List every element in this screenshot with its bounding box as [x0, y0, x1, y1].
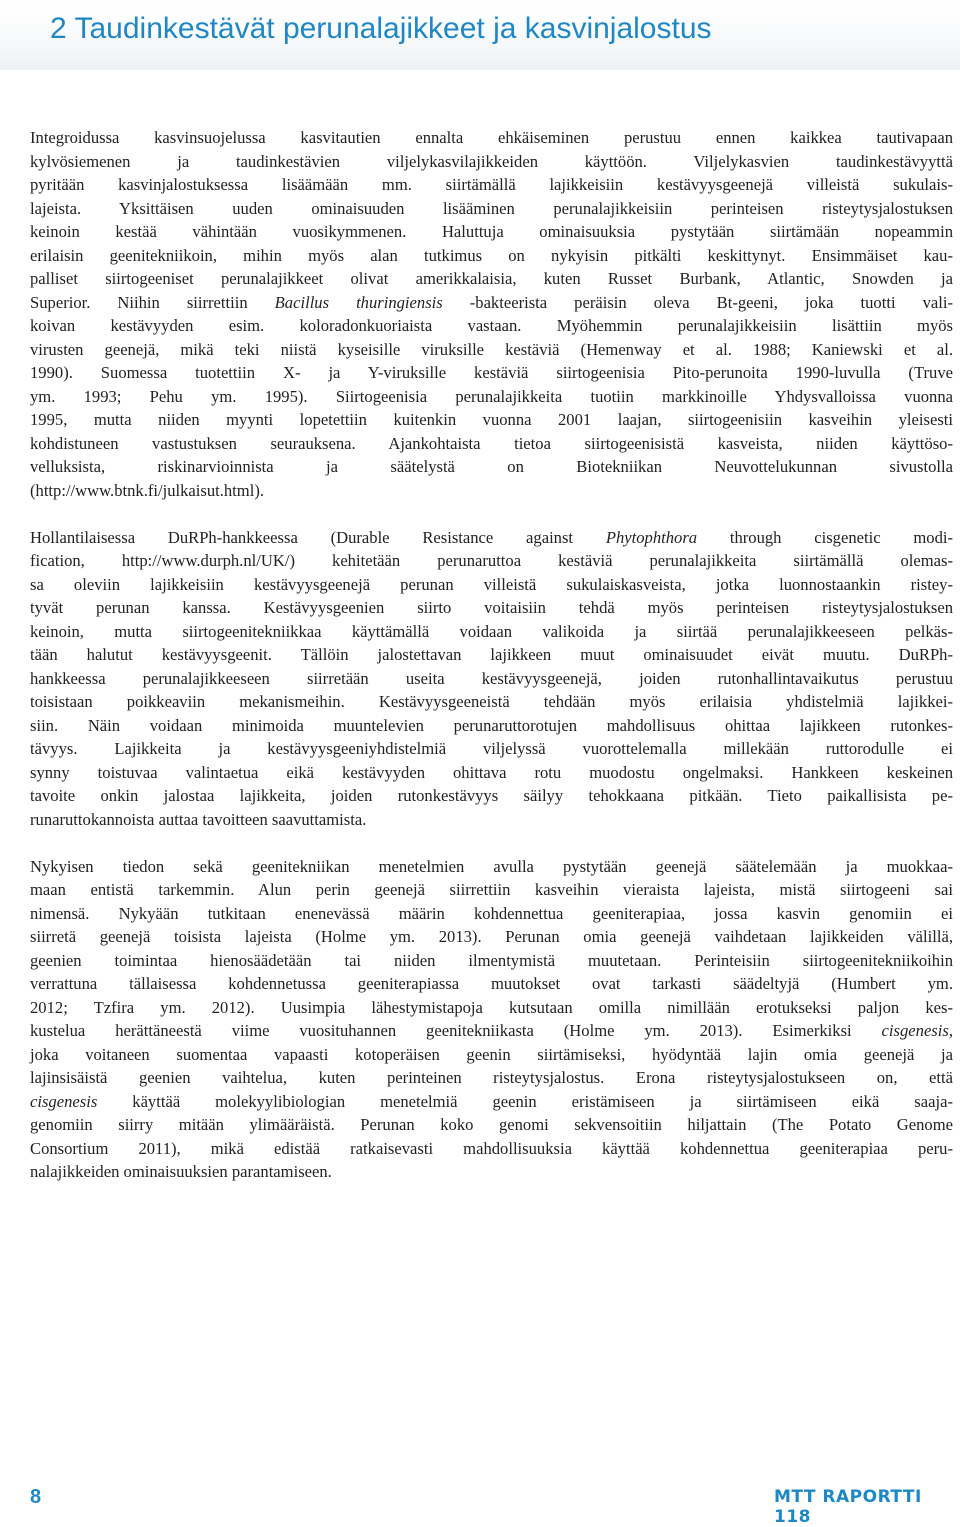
body-text [30, 126, 953, 1207]
text-line: siirretä geenejä toisista lajeista (Holme ym. 2013). Perunan omia geenejä vaihdetaan lajikkeiden välillä, [30, 927, 953, 946]
text-line: palliset siirtogeeniset perunalajikkeet olivat amerikkalaisia, kuten Russet Burbank, Atlantic, Snowden ja [30, 269, 953, 288]
page-number: 8 [30, 1486, 42, 1508]
text-line: genomiin siirry mitään ylimääräistä. Perunan koko genomi sekvensoitiin hiljattain (The Potato Genome [30, 1115, 953, 1134]
italic-term: cisgenesis [881, 1021, 949, 1040]
text-line: erilaisin geenitekniikoin, mihin myös alan tutkimus on nykyisin pitkälti keskittynyt. Ensimmäiset kau- [30, 245, 953, 265]
text-line: (http://www.btnk.fi/julkaisut.html). [30, 480, 264, 500]
text-line: Integroidussa kasvinsuojelussa kasvitautien ennalta ehkäiseminen perustuu ennen kaikkea tautivapaan [30, 128, 953, 147]
paragraph-3 [30, 855, 953, 1184]
text-line: kustelua herättäneestä viime vuosituhannen geenitekniikasta (Holme ym. 2013). Esimerkiksi cisgenesis, [30, 1021, 953, 1040]
text-line: keinoin kestää vähintään vuosikymmenen. Haluttuja ominaisuuksia pystytään siirtämään nopeammin [30, 222, 953, 241]
text-line: tavoite onkin jalostaa lajikkeita, joiden rutonkestävyys säilyy tehokkaana pitkään. Tieto paikallisista pe- [30, 786, 953, 805]
text-line: kylvösiemenen ja taudinkestävien viljelykasvilajikkeiden käyttöön. Viljelykasvien taudinkestävyyttä [30, 151, 953, 171]
text-line: toisistaan poikkeaviin mekanismeihin. Kestävyysgeeneistä tehdään myös erilaisia yhdistelmiä lajikkei- [30, 692, 953, 711]
text-line: keinoin, mutta siirtogeenitekniikkaa käyttämällä voidaan valikoida ja siirtää perunalajikkeeseen pelkäs- [30, 621, 953, 641]
text-line: hankkeessa perunalajikkeeseen siirretään useita kestävyysgeenejä, joiden rutonhallintavaikutus perustuu [30, 668, 953, 688]
text-line: runaruttokannoista auttaa tavoitteen saavuttamista. [30, 809, 367, 829]
text-line: maan entistä tarkemmin. Alun perin geenejä siirrettiin kasveihin vieraista lajeista, mistä siirtogeeni sai [30, 880, 953, 899]
text-line: sa oleviin lajikkeisiin kestävyysgeenejä perunan villeistä sukulaiskasveista, jotka luonnostaankin ristey- [30, 574, 953, 594]
text-line: kohdistuneen vastustuksen seurauksena. Ajankohtaista tietoa siirtogeenisistä kasveista, niiden käyttöso- [30, 433, 953, 453]
text-line: virusten geenejä, mikä teki niistä kyseisille viruksille kestäviä (Hemenway et al. 1988; Kaniewski et al. [30, 339, 953, 359]
text-line: verrattuna tällaisessa kohdennetussa geeniterapiassa muutokset ovat tarkasti säädeltyjä (Humbert ym. [30, 974, 953, 993]
text-line: siin. Näin voidaan minimoida muuntelevien perunaruttorotujen mahdollisuus ohittaa lajikkeen rutonkes- [30, 715, 953, 735]
text-line: geenien toimintaa hienosäädetään tai niiden ilmentymistä muutetaan. Perinteisiin siirtogeenitekniikoihin [30, 950, 953, 970]
text-line: Consortium 2011), mikä edistää ratkaisevasti mahdollisuuksia käyttää kohdennettua geeniterapiaa peru- [30, 1138, 953, 1158]
paragraph-1 [30, 126, 953, 502]
text-line: tyvät perunan kanssa. Kestävyysgeenien siirto voitaisiin tehdä myös perinteisen risteytysjalostuksen [30, 598, 953, 617]
report-name: MTT RAPORTTI 118 [774, 1487, 922, 1527]
text-line: nimensä. Nykyään tutkitaan enenevässä määrin kohdennettua geeniterapiaa, jossa kasvin genomiin ei [30, 903, 953, 923]
italic-term: Bacillus thuringiensis [274, 292, 443, 312]
title-bar [0, 0, 960, 70]
text-line: nalajikkeiden ominaisuuksien parantamiseen. [30, 1162, 332, 1181]
text-line: Superior. Niihin siirrettiin Bacillus thuringiensis -bakteerista peräisin oleva Bt-geeni, joka tuotti vali- [30, 292, 953, 312]
italic-term: Phytophthora [605, 527, 698, 547]
page-footer [0, 1468, 960, 1527]
text-line: cisgenesis käyttää molekyylibiologian menetelmiä geenin eristämiseen ja siirtämiseen eikä saaja- [30, 1091, 953, 1111]
text-line: velluksista, riskinarvioinnista ja säätelystä on Biotekniikan Neuvottelukunnan sivustolla [30, 457, 953, 476]
text-line: fication, http://www.durph.nl/UK/) kehitetään perunaruttoa kestäviä perunalajikkeita siirtämällä olemas- [30, 551, 953, 570]
text-line: joka voitaneen suomentaa vapaasti kotoperäisen geenin siirtämiseksi, hyödyntää lajin omia geenejä ja [30, 1044, 953, 1064]
text-line: tävyys. Lajikkeita ja kestävyysgeeniyhdistelmiä viljelyssä vuorottelemalla millekään ruttorodulle ei [30, 739, 953, 758]
text-line: pyritään kasvinjalostuksessa lisäämään mm. siirtämällä lajikkeisiin kestävyysgeenejä villeistä sukulais- [30, 175, 953, 194]
text-line: ym. 1993; Pehu ym. 1995). Siirtogeenisia perunalajikkeita tuotiin markkinoille Yhdysvalloissa vuonna [30, 386, 953, 406]
page-title: 2 Taudinkestävät perunalajikkeet ja kasvinjalostus [50, 12, 712, 45]
text-line: 1990). Suomessa tuotettiin X- ja Y-viruksille kestäviä siirtogeenisia Pito-perunoita 1990-luvulla (Truve [30, 363, 953, 382]
paragraph-2 [30, 526, 953, 832]
text-line: Nykyisen tiedon sekä geenitekniikan menetelmien avulla pystytään geenejä säätelemään ja muokkaa- [30, 856, 953, 876]
text-line: koivan kestävyyden esim. koloradonkuoriaista vastaan. Myöhemmin perunalajikkeisiin lisättiin myös [30, 316, 953, 335]
text-line: tään halutut kestävyysgeenit. Tällöin jalostettavan lajikkeen muut ominaisuudet eivät muutu. DuRPh- [30, 645, 953, 664]
text-line: lajinsisäistä geenien vaihtelua, kuten perinteinen risteytysjalostus. Erona risteytysjalostukseen on, että [30, 1068, 953, 1087]
text-line: lajeista. Yksittäisen uuden ominaisuuden lisääminen perunalajikkeisiin perinteisen risteytysjalostuksen [30, 198, 953, 218]
text-line: 1995, mutta niiden myynti lopetettiin kuitenkin vuonna 2001 laajan, siirtogeenisiin kasveihin yleisesti [30, 410, 953, 429]
text-line: synny toistuvaa valintaetua eikä kestävyyden ohittava rotu muodostu ongelmaksi. Hankkeen keskeinen [30, 762, 953, 782]
text-line: Hollantilaisessa DuRPh-hankkeessa (Durable Resistance against Phytophthora through cisgenetic modi- [30, 527, 954, 547]
italic-term: cisgenesis [30, 1091, 98, 1111]
text-line: 2012; Tzfira ym. 2012). Uusimpia lähestymistapoja kutsutaan omilla nimillään erotukseksi paljon kes- [30, 997, 953, 1017]
